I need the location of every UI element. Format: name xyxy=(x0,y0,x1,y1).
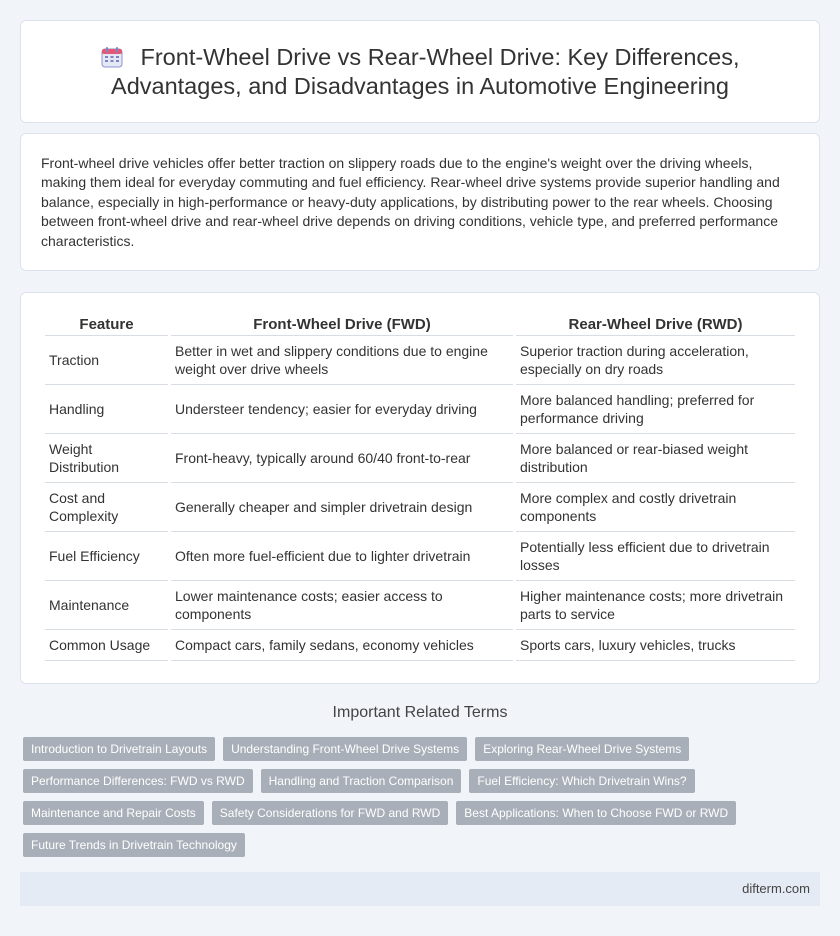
rwd-cell: More balanced handling; preferred for performance driving xyxy=(516,385,795,434)
related-tag[interactable]: Introduction to Drivetrain Layouts xyxy=(23,737,215,761)
related-terms-title: Important Related Terms xyxy=(332,704,508,721)
table-row xyxy=(45,434,795,483)
page-title-text: Front-Wheel Drive vs Rear-Wheel Drive: Key Differences, Advantages, and Disadvantages in Automotive Engineering xyxy=(111,43,740,99)
related-tag[interactable]: Handling and Traction Comparison xyxy=(261,769,462,793)
related-tag[interactable]: Performance Differences: FWD vs RWD xyxy=(23,769,253,793)
fwd-cell: Generally cheaper and simpler drivetrain design xyxy=(171,483,513,532)
header-rwd: Rear-Wheel Drive (RWD) xyxy=(516,311,795,336)
related-tag[interactable]: Understanding Front-Wheel Drive Systems xyxy=(223,737,467,761)
rwd-cell: Higher maintenance costs; more drivetrain parts to service xyxy=(516,581,795,630)
page-title xyxy=(70,43,770,101)
table-row xyxy=(45,336,795,385)
rwd-cell: Sports cars, luxury vehicles, trucks xyxy=(516,630,795,661)
related-tag[interactable]: Exploring Rear-Wheel Drive Systems xyxy=(475,737,689,761)
header-feature: Feature xyxy=(45,311,168,336)
header-fwd: Front-Wheel Drive (FWD) xyxy=(171,311,513,336)
feature-cell: Handling xyxy=(45,385,168,434)
related-tag[interactable]: Safety Considerations for FWD and RWD xyxy=(212,801,449,825)
feature-cell: Cost and Complexity xyxy=(45,483,168,532)
table-row xyxy=(45,532,795,581)
related-terms-section xyxy=(0,704,840,722)
rwd-cell: Superior traction during acceleration, especially on dry roads xyxy=(516,336,795,385)
related-terms-tags xyxy=(23,737,823,857)
fwd-cell: Better in wet and slippery conditions due to engine weight over drive wheels xyxy=(171,336,513,385)
related-tag[interactable]: Fuel Efficiency: Which Drivetrain Wins? xyxy=(469,769,694,793)
intro-paragraph: Front-wheel drive vehicles offer better traction on slippery roads due to the engine's weight over the driving wheels, making them ideal for everyday commuting and fuel efficiency. Rear-wheel drive systems provide superior handling and balance, especially in high-performance or heavy-duty applications, by distributing power to the rear wheels. Choosing between front-wheel drive and rear-wheel drive depends on driving conditions, vehicle type, and preferred performance characteristics. xyxy=(41,155,780,249)
comparison-card xyxy=(20,292,820,684)
table-row xyxy=(45,483,795,532)
table-row xyxy=(45,581,795,630)
table-header-row xyxy=(45,311,795,336)
fwd-cell: Front-heavy, typically around 60/40 front-to-rear xyxy=(171,434,513,483)
fwd-cell: Often more fuel-efficient due to lighter drivetrain xyxy=(171,532,513,581)
feature-cell: Maintenance xyxy=(45,581,168,630)
related-tag[interactable]: Best Applications: When to Choose FWD or RWD xyxy=(456,801,736,825)
comparison-table xyxy=(42,311,798,661)
related-tag[interactable]: Future Trends in Drivetrain Technology xyxy=(23,833,245,857)
fwd-cell: Understeer tendency; easier for everyday driving xyxy=(171,385,513,434)
fwd-cell: Compact cars, family sedans, economy vehicles xyxy=(171,630,513,661)
rwd-cell: Potentially less efficient due to drivetrain losses xyxy=(516,532,795,581)
calendar-icon xyxy=(101,46,123,68)
footer-site-link[interactable]: difterm.com xyxy=(742,881,810,896)
title-card xyxy=(20,20,820,123)
feature-cell: Common Usage xyxy=(45,630,168,661)
feature-cell: Weight Distribution xyxy=(45,434,168,483)
feature-cell: Fuel Efficiency xyxy=(45,532,168,581)
related-tag[interactable]: Maintenance and Repair Costs xyxy=(23,801,204,825)
intro-card xyxy=(20,133,820,271)
fwd-cell: Lower maintenance costs; easier access to components xyxy=(171,581,513,630)
rwd-cell: More balanced or rear-biased weight distribution xyxy=(516,434,795,483)
table-row xyxy=(45,630,795,661)
footer xyxy=(20,872,820,906)
rwd-cell: More complex and costly drivetrain components xyxy=(516,483,795,532)
feature-cell: Traction xyxy=(45,336,168,385)
table-row xyxy=(45,385,795,434)
